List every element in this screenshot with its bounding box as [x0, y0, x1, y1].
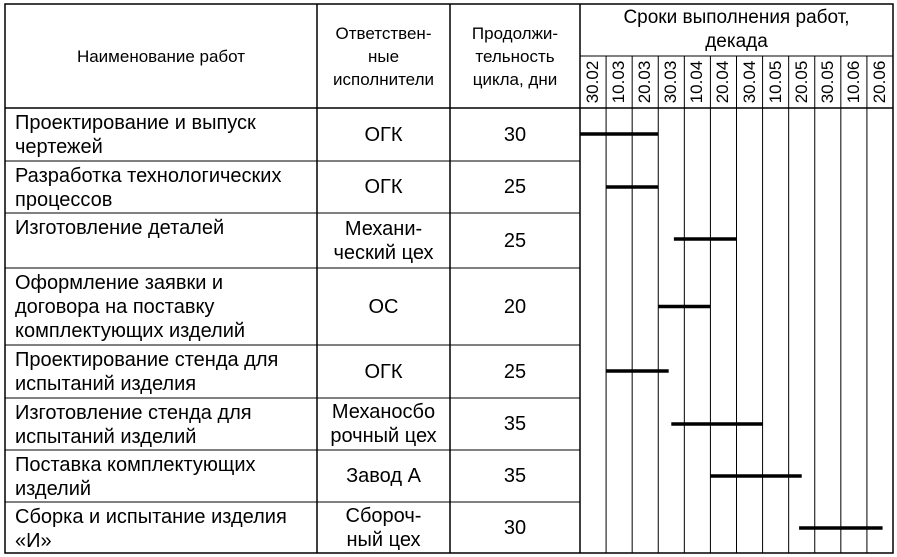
row-executor — [317, 450, 450, 502]
date-column-header — [658, 56, 684, 108]
row-work-name-text: Оформление заявки и договора на поставку комплектующих изделий — [15, 272, 246, 342]
row-duration — [450, 108, 580, 161]
date-column-header — [632, 56, 658, 108]
row-duration — [450, 450, 580, 502]
row-work-name — [5, 450, 317, 502]
row-executor — [317, 345, 450, 398]
row-work-name — [5, 398, 317, 450]
row-work-name-text: Изготовление стенда для испытаний изделий — [15, 402, 252, 448]
date-label: 10.03 — [609, 60, 629, 104]
date-label: 30.03 — [661, 60, 681, 104]
row-duration-text: 25 — [503, 176, 527, 198]
date-label: 20.03 — [635, 60, 655, 104]
row-executor-text: Механи- ческий цех — [333, 217, 434, 264]
row-duration-text: 30 — [503, 516, 527, 539]
row-duration-text: 20 — [503, 295, 527, 318]
date-label: 20.05 — [791, 60, 811, 104]
date-column-header — [580, 56, 606, 108]
row-duration-text: 25 — [503, 360, 527, 383]
row-work-name-text: Проектирование и выпуск чертежей — [15, 112, 256, 158]
date-label: 20.06 — [869, 60, 889, 104]
date-column-header — [710, 56, 736, 108]
date-column-header — [815, 56, 841, 108]
header-work-name — [5, 4, 317, 108]
date-label: 10.06 — [843, 60, 863, 104]
row-duration-text: 30 — [503, 123, 527, 146]
row-executor — [317, 108, 450, 161]
row-work-name-text: Проектирование стенда для испытаний изделия — [15, 349, 279, 395]
date-column-header — [789, 56, 815, 108]
date-label: 30.02 — [583, 60, 603, 104]
row-executor — [317, 268, 450, 345]
row-duration-text: 35 — [503, 413, 527, 435]
row-executor — [317, 161, 450, 213]
row-work-name-text: Поставка комплектующих изделий — [15, 454, 256, 500]
row-executor-text: Сбороч- ный цех — [345, 504, 422, 551]
row-duration — [450, 345, 580, 398]
date-label: 30.05 — [817, 60, 837, 104]
row-work-name-text: Изготовление деталей — [15, 217, 225, 239]
header-executors — [317, 4, 450, 108]
header-schedule — [580, 4, 893, 56]
row-work-name-text: Сборка и испытание изделия «И» — [15, 506, 287, 552]
date-column-header — [606, 56, 632, 108]
date-column-header — [841, 56, 867, 108]
row-work-name — [5, 213, 317, 268]
row-work-name — [5, 108, 317, 161]
date-column-header — [737, 56, 763, 108]
date-label: 20.04 — [713, 60, 733, 104]
row-executor — [317, 398, 450, 450]
row-duration-text: 35 — [503, 465, 527, 487]
row-executor-text: ОГК — [364, 360, 403, 383]
row-duration — [450, 502, 580, 553]
date-column-header — [763, 56, 789, 108]
row-executor-text: ОГК — [364, 123, 403, 146]
date-label: 30.04 — [739, 60, 759, 104]
row-duration-text: 25 — [503, 229, 527, 252]
header-work-name-text: Наименование работ — [76, 46, 246, 66]
date-column-header — [684, 56, 710, 108]
row-executor — [317, 502, 450, 553]
header-duration-text: Продолжи- тельность цикла, дни — [471, 23, 559, 89]
row-work-name — [5, 268, 317, 345]
row-work-name — [5, 161, 317, 213]
row-work-name-text: Разработка технологических процессов — [15, 165, 282, 211]
row-duration — [450, 398, 580, 450]
date-label: 10.05 — [765, 60, 785, 104]
row-executor — [317, 213, 450, 268]
date-column-header — [867, 56, 893, 108]
row-executor-text: ОГК — [364, 176, 403, 198]
row-duration — [450, 213, 580, 268]
date-label: 10.04 — [687, 60, 707, 104]
row-work-name — [5, 502, 317, 553]
row-executor-text: Механосбо рочный цех — [330, 401, 437, 447]
row-duration — [450, 268, 580, 345]
row-executor-text: ОС — [368, 295, 399, 318]
header-duration — [450, 4, 580, 108]
row-executor-text: Завод А — [346, 465, 421, 487]
row-duration — [450, 161, 580, 213]
row-work-name — [5, 345, 317, 398]
header-schedule-text: Сроки выполнения работ, декада — [623, 7, 850, 52]
header-executors-text: Ответствен- ные исполнители — [333, 23, 434, 89]
